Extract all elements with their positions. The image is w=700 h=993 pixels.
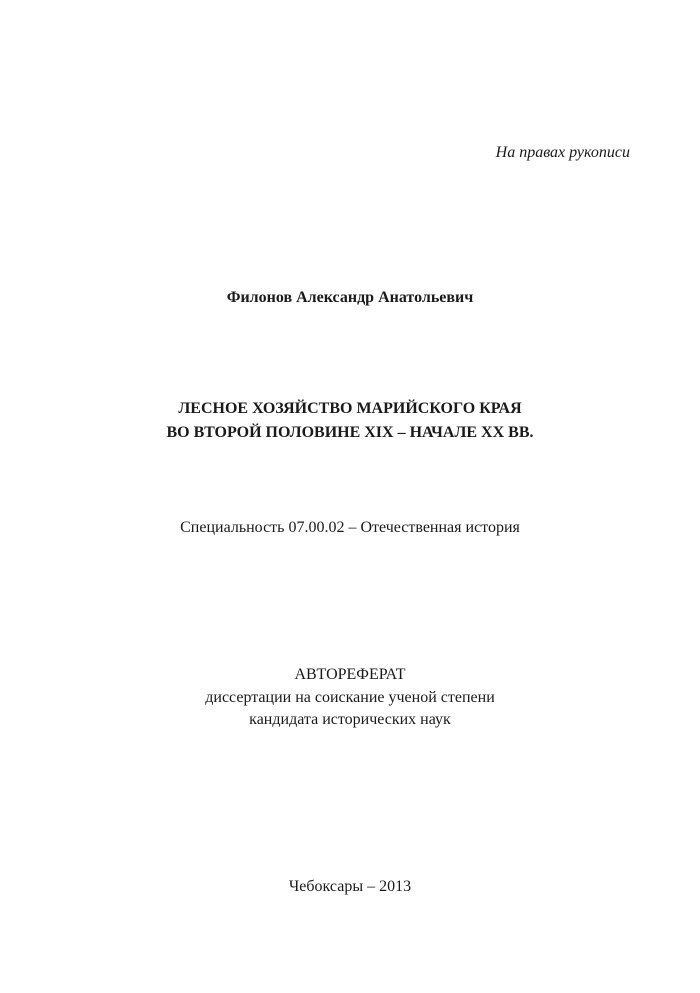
manuscript-rights-note: На правах рукописи <box>495 144 630 161</box>
author-name: Филонов Александр Анатольевич <box>226 289 474 306</box>
dissertation-title-line-1: ЛЕСНОЕ ХОЗЯЙСТВО МАРИЙСКОГО КРАЯ <box>178 400 522 417</box>
specialty-line: Специальность 07.00.02 – Отечественная история <box>180 519 520 536</box>
document-description-line-2: кандидата исторических наук <box>249 711 451 728</box>
place-and-year: Чебоксары – 2013 <box>288 878 412 895</box>
document-type: АВТОРЕФЕРАТ <box>294 666 406 683</box>
document-description-line-1: диссертации на соискание ученой степени <box>205 689 495 706</box>
dissertation-title-line-2: ВО ВТОРОЙ ПОЛОВИНЕ XIX – НАЧАЛЕ XX ВВ. <box>166 424 534 441</box>
